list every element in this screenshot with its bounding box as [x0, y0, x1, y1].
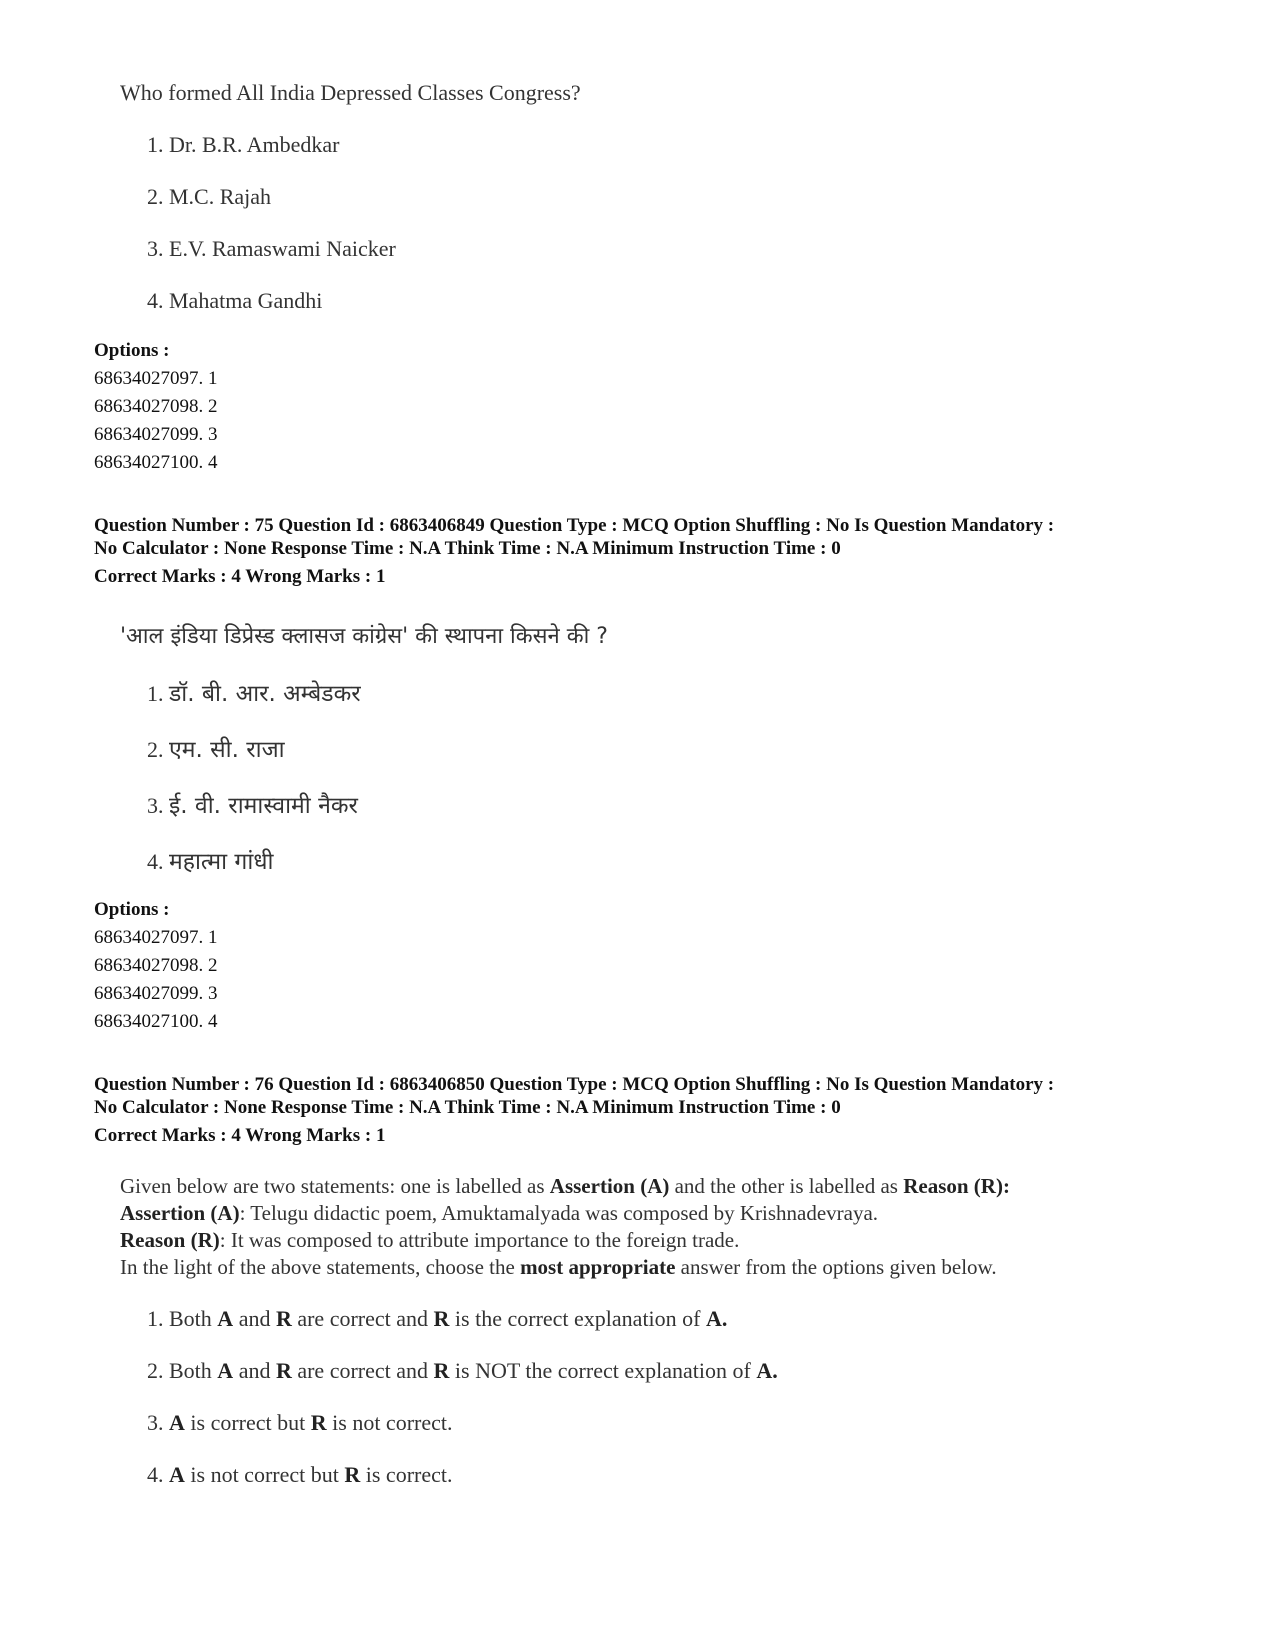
q74-option-code-2: 68634027098. 2 [94, 396, 218, 417]
q74-option-1: 1. Dr. B.R. Ambedkar [147, 132, 340, 157]
q74-option-code-4: 68634027100. 4 [94, 452, 218, 473]
q76-option-4: 4. A is not correct but R is correct. [147, 1462, 453, 1487]
q76-option-3: 3. A is correct but R is not correct. [147, 1410, 453, 1435]
q74-option-2: 2. M.C. Rajah [147, 184, 272, 209]
q75-option-2: 2. एम. सी. राजा [147, 737, 285, 763]
q76-option-1: 1. Both A and R are correct and R is the correct explanation of A. [147, 1306, 728, 1331]
q76-assertion-line: Assertion (A): Telugu didactic poem, Amuktamalyada was composed by Krishnadevraya. [120, 1201, 879, 1225]
q74-question-text: Who formed All India Depressed Classes Congress? [120, 80, 581, 105]
q76-meta-line-1: Question Number : 76 Question Id : 6863406850 Question Type : MCQ Option Shuffling : No Is Question Mandatory : [94, 1074, 1055, 1095]
q76-marks: Correct Marks : 4 Wrong Marks : 1 [94, 1125, 386, 1146]
q74-options-label: Options : [94, 340, 170, 361]
q76-meta-line-2: No Calculator : None Response Time : N.A Think Time : N.A Minimum Instruction Time : 0 [94, 1097, 841, 1118]
q75-meta-line-2: No Calculator : None Response Time : N.A Think Time : N.A Minimum Instruction Time : 0 [94, 538, 841, 559]
q74-option-4: 4. Mahatma Gandhi [147, 288, 323, 313]
q75-question-text-hindi: 'आल इंडिया डिप्रेस्ड क्लासज कांग्रेस' की स्थापना किसने की ? [120, 624, 608, 649]
q76-instruction-line: In the light of the above statements, choose the most appropriate answer from the options given below. [120, 1255, 997, 1279]
q74-option-3: 3. E.V. Ramaswami Naicker [147, 236, 396, 261]
q75-option-code-2: 68634027098. 2 [94, 955, 218, 976]
q75-option-4: 4. महात्मा गांधी [147, 849, 274, 875]
q75-option-code-1: 68634027097. 1 [94, 927, 218, 948]
q75-option-code-4: 68634027100. 4 [94, 1011, 218, 1032]
q74-option-code-1: 68634027097. 1 [94, 368, 218, 389]
q74-option-code-3: 68634027099. 3 [94, 424, 218, 445]
q76-option-2: 2. Both A and R are correct and R is NOT the correct explanation of A. [147, 1358, 778, 1383]
q75-option-code-3: 68634027099. 3 [94, 983, 218, 1004]
q75-options-label: Options : [94, 899, 170, 920]
q75-marks: Correct Marks : 4 Wrong Marks : 1 [94, 566, 386, 587]
q76-reason-line: Reason (R): It was composed to attribute importance to the foreign trade. [120, 1228, 740, 1252]
q75-meta-line-1: Question Number : 75 Question Id : 6863406849 Question Type : MCQ Option Shuffling : No Is Question Mandatory : [94, 515, 1055, 536]
q75-option-3: 3. ई. वी. रामास्वामी नैकर [147, 793, 358, 819]
q75-option-1: 1. डॉ. बी. आर. अम्बेडकर [147, 681, 361, 707]
q76-intro-line: Given below are two statements: one is labelled as Assertion (A) and the other is labelled as Reason (R): [120, 1174, 1010, 1198]
